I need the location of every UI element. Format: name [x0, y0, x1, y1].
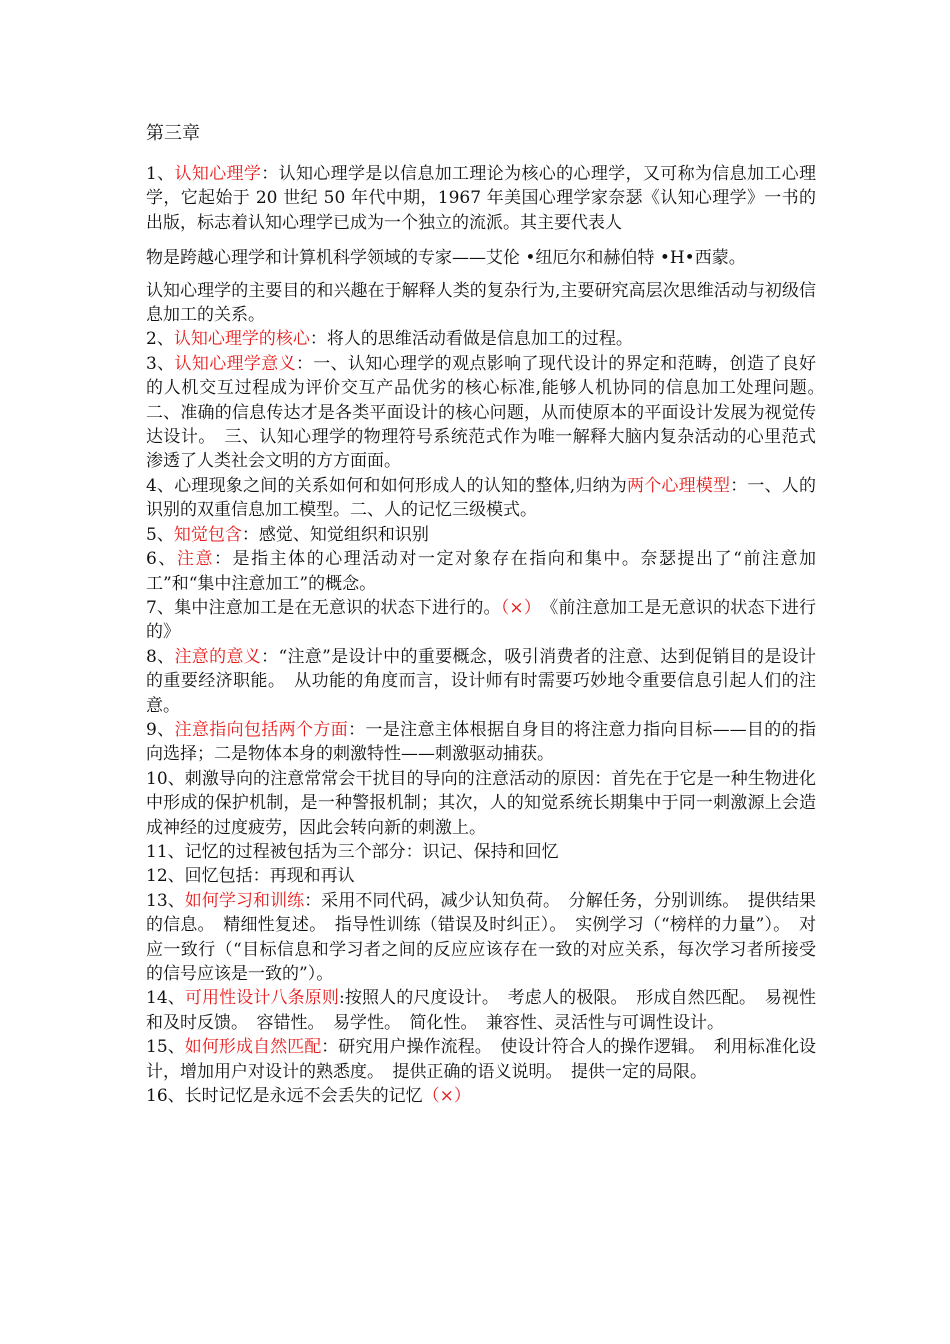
item-15 [146, 1035, 816, 1084]
item-text: 心理现象之间的关系如何和如何形成人的认知的整体,归纳为 [174, 475, 627, 496]
item-number: 16、 [146, 1086, 185, 1107]
item-text: ：一、人的识别的双重信息加工模型。二、人的记忆三级模式。 [146, 475, 816, 521]
item-text: 《前注意加工是无意识的状态下进行的》 [146, 597, 816, 643]
item-number: 14、 [146, 988, 185, 1009]
highlighted-term: 认知心理学的核心 [173, 329, 310, 350]
item-text: ：将人的思维活动看做是信息加工的过程。 [309, 329, 633, 350]
item-12 [146, 864, 816, 888]
item-2 [146, 327, 816, 351]
item-number: 13、 [146, 890, 185, 911]
item-6 [146, 547, 816, 596]
item-1-summary [146, 279, 816, 328]
item-text: 回忆包括：再现和再认 [184, 866, 355, 887]
highlighted-term: 注意的意义 [174, 646, 262, 667]
item-text: 刺激导向的注意常常会干扰目的导向的注意活动的原因：首先在于它是一种生物进化中形成的保护机制，是一种警报机制；其次，人的知觉系统长期集中于同一刺激源上会造成神经的过度疲劳，因此会转向新的刺激上。 [146, 768, 816, 838]
item-14 [146, 986, 816, 1035]
document-page [146, 122, 833, 1108]
item-number: 6、 [146, 549, 177, 570]
item-text: ：一是注意主体根据自身目的将注意力指向目标——目的的指向选择；二是物体本身的刺激特性——刺激驱动捕获。 [146, 719, 816, 765]
item-4 [146, 474, 816, 523]
item-number: 4、 [146, 475, 175, 496]
item-text: ：采用不同代码，减少认知负荷。 分解任务，分别训练。 提供结果的信息。 精细性复述。 指导性训练（错误及时纠正）。 实例学习（“榜样的力量”）。 对应一致行（“目标信息和学习者之间的反应应该存在一致的对应关系，每次学习者所接受的信号应该是一致的”）。 [146, 890, 817, 984]
item-text: ：认知心理学是以信息加工理论为核心的心理学，又可称为信息加工心理学，它起始于 20 世纪 50 年代中期，1967 年美国心理学家奈瑟《认知心理学》一书的出版，标志着认知心理学已成为一个独立的流派。其主要代表人 [146, 164, 816, 233]
item-number: 7、 [146, 597, 175, 618]
item-text: ：“注意”是设计中的重要概念，吸引消费者的注意、达到促销目的是设计的重要经济职能。 从功能的角度而言，设计师有时需要巧妙地令重要信息引起人们的注意。 [146, 646, 816, 716]
item-number: 2、 [146, 329, 174, 350]
item-number: 3、 [146, 353, 175, 374]
highlighted-term: 注意指向包括两个方面 [174, 719, 349, 740]
item-text: 记忆的过程被包括为三个部分：识记、保持和回忆 [184, 841, 559, 862]
item-16 [146, 1084, 816, 1108]
item-8 [146, 645, 816, 718]
item-number: 5、 [146, 524, 174, 545]
item-number: 10、 [146, 768, 185, 789]
chapter-title: 第三章 [146, 123, 200, 144]
item-number: 1、 [146, 164, 175, 184]
item-text: ：一、认知心理学的观点影响了现代设计的界定和范畴，创造了良好的人机交互过程成为评价交互产品优劣的核心标准,能够人机协同的信息加工处理问题。 二、准确的信息传达才是各类平面设计的核心问题，从而使原本的平面设计发展为视觉传达设计。 三、认知心理学的物理符号系统范式作为唯一解释大脑内复杂活动的心里范式渗透了人类社会文明的方方面面。 [146, 353, 833, 472]
item-5 [146, 523, 816, 547]
highlighted-term: 如何形成自然匹配 [184, 1037, 322, 1058]
item-10 [146, 767, 816, 840]
item-text: 认知心理学的主要目的和兴趣在于解释人类的复杂行为,主要研究高层次思维活动与初级信息加工的关系。 [146, 280, 816, 326]
item-11 [146, 840, 816, 864]
item-text: :按照人的尺度设计。 考虑人的极限。 形成自然匹配。 易视性和及时反馈。 容错性。 易学性。 简化性。 兼容性、灵活性与可调性设计。 [146, 988, 816, 1033]
highlighted-term: 可用性设计八条原则 [184, 988, 340, 1009]
highlighted-term: 认知心理学 [174, 164, 262, 184]
item-9 [146, 718, 816, 767]
item-text: 长时记忆是永远不会丢失的记忆 [184, 1086, 423, 1107]
item-text: ：是指主体的心理活动对一定对象存在指向和集中。奈瑟提出了“前注意加工”和“集中注意加工”的概念。 [146, 549, 816, 594]
item-text: ：研究用户操作流程。 使设计符合人的操作逻辑。 利用标准化设计，增加用户对设计的熟悉度。 提供正确的语义说明。 提供一定的局限。 [146, 1037, 817, 1082]
item-number: 11、 [146, 841, 185, 862]
item-3 [146, 352, 833, 474]
highlighted-term: 如何学习和训练 [184, 890, 305, 911]
false-mark: （×） [500, 597, 533, 618]
item-number: 8、 [146, 646, 175, 667]
item-13 [146, 889, 816, 987]
item-number: 15、 [146, 1037, 185, 1058]
item-1 [146, 162, 816, 235]
highlighted-term: 两个心理模型 [627, 475, 731, 496]
item-number: 9、 [146, 719, 175, 740]
highlighted-term: 认知心理学意义 [174, 353, 296, 374]
item-7 [146, 596, 816, 645]
highlighted-term: 知觉包含 [173, 524, 242, 545]
highlighted-term: 注意 [176, 549, 214, 570]
item-number: 12、 [146, 866, 185, 887]
item-text: 物是跨越心理学和计算机科学领域的专家——艾伦 •纽厄尔和赫伯特 •H•西蒙。 [146, 248, 746, 269]
false-mark: （×） [422, 1086, 471, 1107]
item-text: 集中注意加工是在无意识的状态下进行的。 [174, 597, 501, 618]
item-text: ：感觉、知觉组织和识别 [241, 524, 429, 545]
item-1-continued [146, 246, 816, 270]
